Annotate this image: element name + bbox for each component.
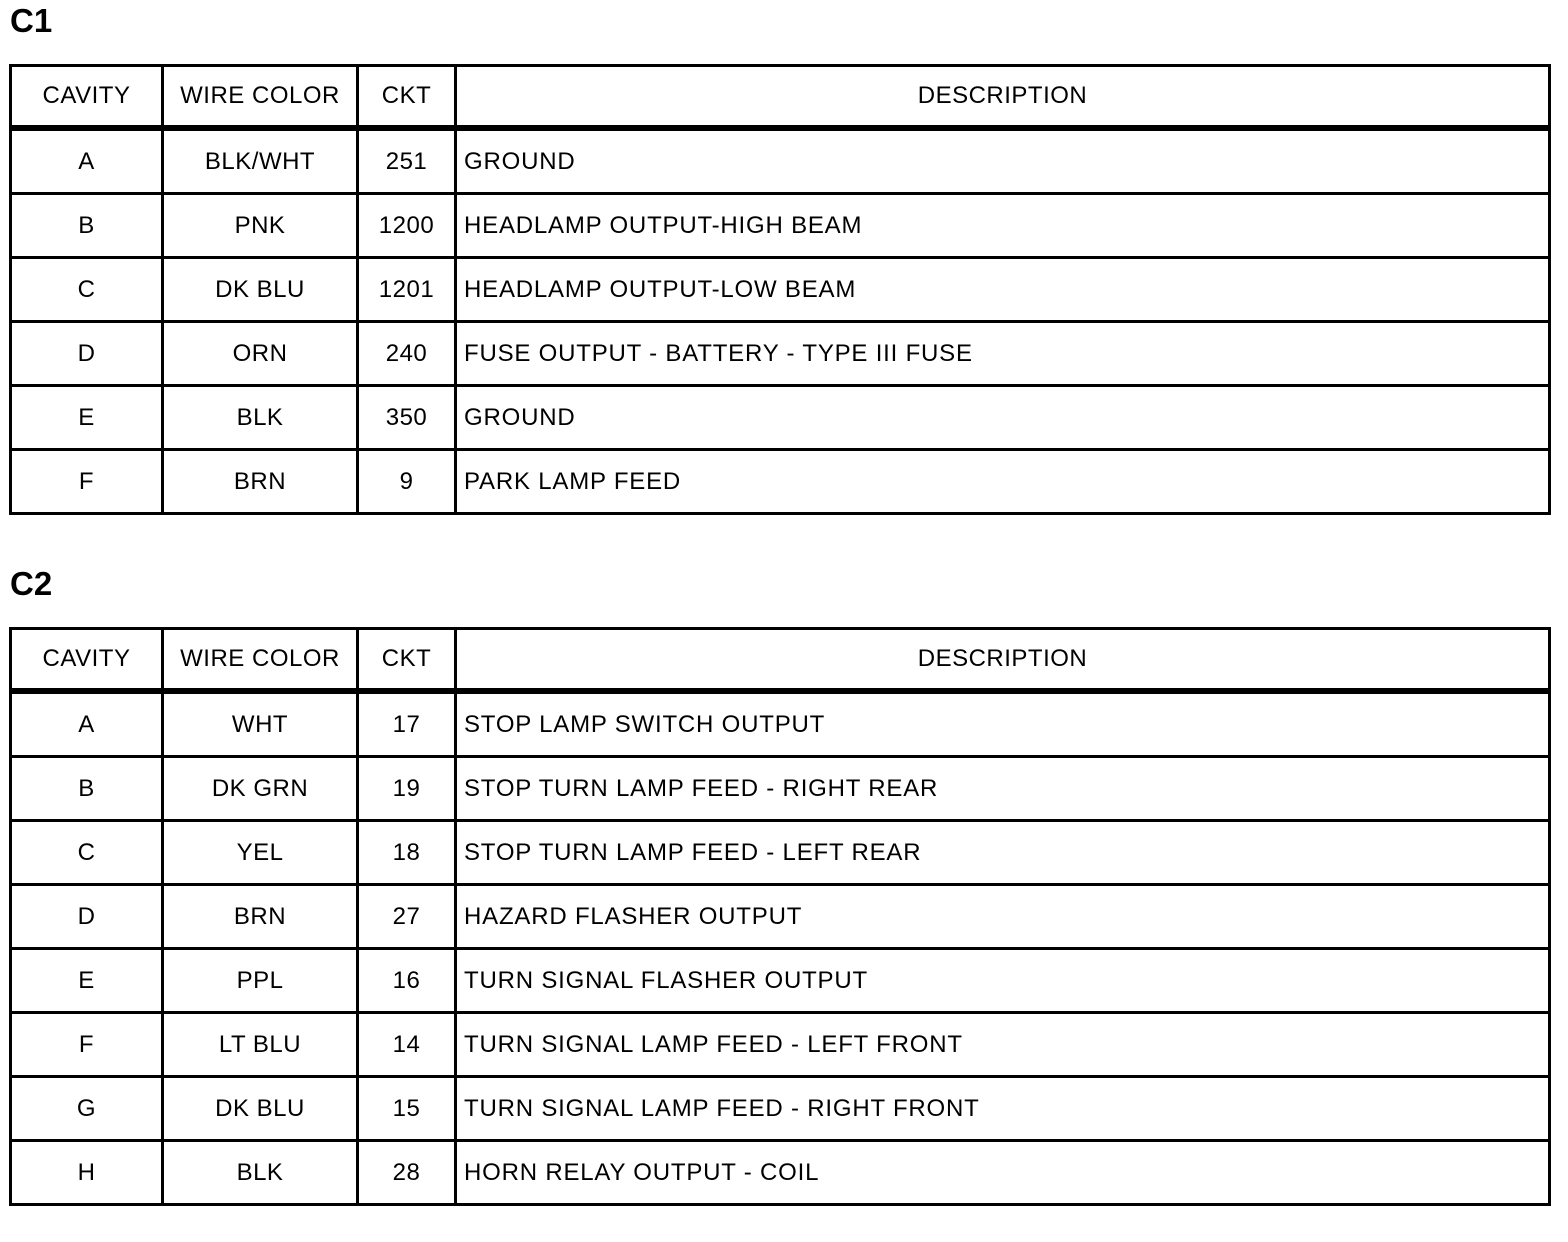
description-cell: TURN SIGNAL LAMP FEED - LEFT FRONT: [456, 1013, 1550, 1077]
cavity-cell: E: [11, 386, 163, 450]
ckt-cell: 9: [358, 450, 456, 514]
table-row: [11, 450, 1550, 514]
wire-color-cell: BLK: [163, 1141, 358, 1205]
wire-color-cell: DK GRN: [163, 757, 358, 821]
description-cell: FUSE OUTPUT - BATTERY - TYPE III FUSE: [456, 322, 1550, 386]
table-row: [11, 1141, 1550, 1205]
cavity-cell: C: [11, 821, 163, 885]
description-cell: TURN SIGNAL LAMP FEED - RIGHT FRONT: [456, 1077, 1550, 1141]
table-row: [11, 1077, 1550, 1141]
description-cell: GROUND: [456, 386, 1550, 450]
cavity-cell: B: [11, 757, 163, 821]
ckt-cell: 19: [358, 757, 456, 821]
header-description: DESCRIPTION: [456, 629, 1550, 692]
ckt-cell: 28: [358, 1141, 456, 1205]
cavity-cell: F: [11, 1013, 163, 1077]
wire-color-cell: BLK: [163, 386, 358, 450]
header-description: DESCRIPTION: [456, 66, 1550, 129]
connector-c2-rows: [11, 691, 1550, 1205]
wire-color-cell: BLK/WHT: [163, 128, 358, 194]
description-cell: HEADLAMP OUTPUT-LOW BEAM: [456, 258, 1550, 322]
header-cavity: CAVITY: [11, 629, 163, 692]
wire-color-cell: WHT: [163, 691, 358, 757]
cavity-cell: A: [11, 128, 163, 194]
description-cell: GROUND: [456, 128, 1550, 194]
table-row: [11, 258, 1550, 322]
table-row: [11, 885, 1550, 949]
connector-c2-table: [9, 627, 1551, 1206]
table-row: [11, 128, 1550, 194]
description-cell: HORN RELAY OUTPUT - COIL: [456, 1141, 1550, 1205]
table-row: [11, 691, 1550, 757]
ckt-cell: 14: [358, 1013, 456, 1077]
table-row: [11, 821, 1550, 885]
header-wire-color: WIRE COLOR: [163, 66, 358, 129]
wire-color-cell: BRN: [163, 450, 358, 514]
cavity-cell: F: [11, 450, 163, 514]
ckt-cell: 16: [358, 949, 456, 1013]
description-cell: STOP TURN LAMP FEED - LEFT REAR: [456, 821, 1550, 885]
ckt-cell: 1201: [358, 258, 456, 322]
table-row: [11, 949, 1550, 1013]
description-cell: PARK LAMP FEED: [456, 450, 1550, 514]
wire-color-cell: YEL: [163, 821, 358, 885]
cavity-cell: B: [11, 194, 163, 258]
cavity-cell: C: [11, 258, 163, 322]
ckt-cell: 17: [358, 691, 456, 757]
description-cell: STOP LAMP SWITCH OUTPUT: [456, 691, 1550, 757]
ckt-cell: 15: [358, 1077, 456, 1141]
table-row: [11, 322, 1550, 386]
cavity-cell: H: [11, 1141, 163, 1205]
header-ckt: CKT: [358, 66, 456, 129]
connector-c1-rows: [11, 128, 1550, 514]
wire-color-cell: BRN: [163, 885, 358, 949]
ckt-cell: 251: [358, 128, 456, 194]
description-cell: TURN SIGNAL FLASHER OUTPUT: [456, 949, 1550, 1013]
cavity-cell: D: [11, 322, 163, 386]
ckt-cell: 27: [358, 885, 456, 949]
header-wire-color: WIRE COLOR: [163, 629, 358, 692]
table-row: [11, 386, 1550, 450]
table-header-row: [11, 66, 1550, 129]
connector-c1-table: [9, 64, 1551, 515]
description-cell: HEADLAMP OUTPUT-HIGH BEAM: [456, 194, 1550, 258]
ckt-cell: 1200: [358, 194, 456, 258]
wire-color-cell: PNK: [163, 194, 358, 258]
cavity-cell: G: [11, 1077, 163, 1141]
wire-color-cell: PPL: [163, 949, 358, 1013]
table-row: [11, 1013, 1550, 1077]
connector-c2-title: C2: [10, 565, 53, 602]
wire-color-cell: DK BLU: [163, 1077, 358, 1141]
table-row: [11, 757, 1550, 821]
wire-color-cell: LT BLU: [163, 1013, 358, 1077]
cavity-cell: E: [11, 949, 163, 1013]
connector-c1-title: C1: [10, 2, 53, 39]
wire-color-cell: DK BLU: [163, 258, 358, 322]
cavity-cell: A: [11, 691, 163, 757]
ckt-cell: 240: [358, 322, 456, 386]
cavity-cell: D: [11, 885, 163, 949]
table-header-row: [11, 629, 1550, 692]
description-cell: HAZARD FLASHER OUTPUT: [456, 885, 1550, 949]
ckt-cell: 350: [358, 386, 456, 450]
header-cavity: CAVITY: [11, 66, 163, 129]
header-ckt: CKT: [358, 629, 456, 692]
table-row: [11, 194, 1550, 258]
description-cell: STOP TURN LAMP FEED - RIGHT REAR: [456, 757, 1550, 821]
ckt-cell: 18: [358, 821, 456, 885]
wire-color-cell: ORN: [163, 322, 358, 386]
